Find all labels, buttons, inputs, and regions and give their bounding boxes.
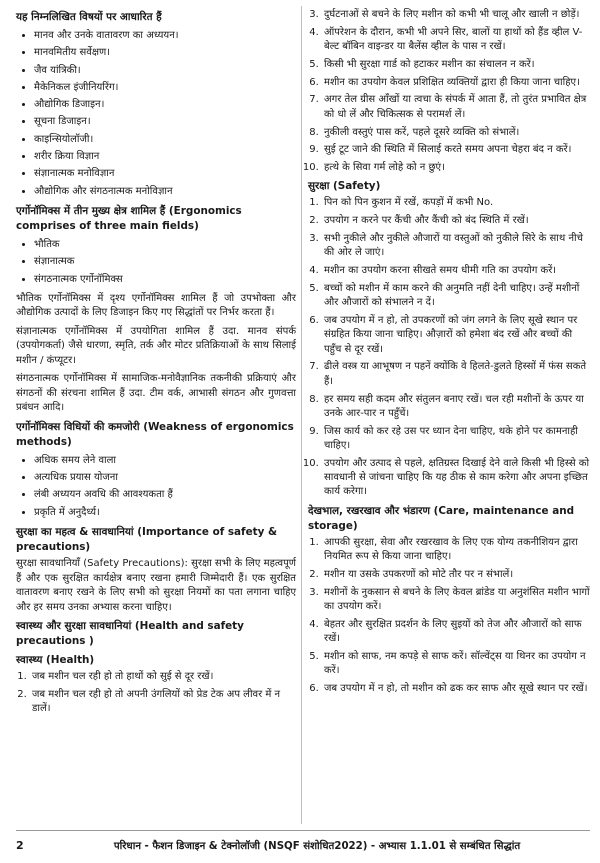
section-heading: स्वास्थ्य (Health) [16, 654, 95, 667]
list-item: • औद्योगिक डिजाइन। [34, 96, 296, 113]
list-item: 7. ढीले वस्त्र या आभूषण न पहनें क्योंकि वे हिलते-डुलते हिस्सों में फंस सकते हैं। [322, 360, 590, 389]
list-item: • संगठनात्मक एर्गोनॉमिक्स [34, 271, 296, 288]
paragraph: संज्ञानात्मक एर्गोनॉमिक्स में उपयोगिता शामिल हैं उदा. मानव संपर्क (उपयोगकर्ता) जैसे धारणा, स्मृति, तर्क और मोटर प्रतिक्रियाओं के साथ सिलाई मशीन / कंप्यूटर। [16, 325, 296, 366]
list-item: • मैकेनिकल इंजीनियरिंग। [34, 79, 296, 96]
list-item: 5. बच्चों को मशीन में काम करने की अनुमति नहीं देनी चाहिए। उन्हें मशीनों और औजारों को संभालने न दें। [322, 282, 590, 311]
list-item: 1. जब मशीन चल रही हो तो हाथों को सुई से दूर रखें। [30, 670, 296, 684]
list-item: 9. जिस कार्य को कर रहे उस पर ध्यान देना चाहिए, थके होने पर कामनाही चाहिए। [322, 425, 590, 454]
section-heading: एर्गोनॉमिक्स विधियों की कमजोरी (Weakness of ergonomics methods) [16, 420, 294, 448]
list-item: • संज्ञानात्मक मनोविज्ञान [34, 165, 296, 182]
list-item: 5. मशीन को साफ, नम कपड़े से साफ करें। सॉल्वेंट्स या थिनर का उपयोग न करें। [322, 650, 590, 679]
list-item: • अत्यधिक प्रयास योजना [34, 469, 296, 486]
list-item: 3. सभी नुकीले और नुकीले औजारों या वस्तुओं को नुकीले सिरे के साथ नीचे की ओर ले जाएं। [322, 232, 590, 261]
list-item: • प्रकृति में अनुदैर्ध्य। [34, 504, 296, 521]
section-heading: देखभाल, रखरखाव और भंडारण (Care, maintenance and storage) [308, 504, 575, 532]
bullet-list [16, 452, 296, 521]
list-item: 1. आपकी सुरक्षा, सेवा और रखरखाव के लिए एक योग्य तकनीशियन द्वारा नियमित रूप से किया जाना चाहिए। [322, 536, 590, 565]
list-item: • जैव यांत्रिकी। [34, 62, 296, 79]
numbered-list [308, 536, 590, 696]
list-item: 6. जब उपयोग में न हो, तो मशीन को ढक कर साफ और सूखे स्थान पर रखें। [322, 682, 590, 696]
list-item: 10. उपयोग और उत्पाद से पहले, क्षतिग्रस्त दिखाई देने वाले किसी भी हिस्से को सावधानी से जांचना चाहिए कि यह ठीक से काम करेगा और अपना इच्छित कार्य करेगा। [322, 457, 590, 500]
section-heading: एर्गोनॉमिक्स में तीन मुख्य क्षेत्र शामिल हैं (Ergonomics comprises of three main fields) [16, 204, 242, 232]
list-item: • संज्ञानात्मक [34, 253, 296, 270]
list-item: • मानव और उनके वातावरण का अध्ययन। [34, 27, 296, 44]
list-item: • सूचना डिजाइन। [34, 113, 296, 130]
numbered-list [16, 670, 296, 716]
numbered-list [308, 196, 590, 499]
bullet-list [16, 236, 296, 288]
paragraph: संगठनात्मक एर्गोनॉमिक्स में सामाजिक-मनोवैज्ञानिक तकनीकी प्रक्रियाएं और संगठनों की संरचना शामिल हैं उदा. टीम वर्क, आभासी संगठन और गुणवत्ता प्रबंधन आदि। [16, 373, 296, 414]
list-item: 1. पिन को पिन कुशन में रखें, कपड़ों में कभी No. [322, 196, 590, 210]
bullet-list [16, 27, 296, 200]
list-item: 6. जब उपयोग में न हो, तो उपकरणों को जंग लगने के लिए सूखे स्थान पर संग्रहित किया जाना चाहिए। औज़ारों को हमेशा बंद रखें और बच्चों की पहुँच से दूर रखें। [322, 314, 590, 357]
paragraph: भौतिक एर्गोनॉमिक्स में दृश्य एर्गोनॉमिक्स शामिल हैं जो उपभोक्ता और औद्योगिक उत्पादों के लिए डिजाइन किए गए सिद्धांतों पर निर्भर करता हैं। [16, 292, 296, 319]
list-item: 3. दुर्घटनाओं से बचने के लिए मशीन को कभी भी चालू और खाली न छोड़ें। [322, 8, 590, 22]
list-item: 4. बेहतर और सुरक्षित प्रदर्शन के लिए सुइयों को तेज और औजारों को साफ रखें। [322, 618, 590, 647]
list-item: 4. मशीन का उपयोग करना सीखते समय धीमी गति का उपयोग करें। [322, 264, 590, 278]
footer-text: परिधान - फैशन डिजाइन & टेक्नोलॉजी (NSQF संशोधित2022) - अभ्यास 1.1.01 से सम्बंधित सिद्धांत [113, 841, 521, 852]
list-item: 10. हत्थे के सिवा गर्म लोहे को न छुएं। [322, 161, 590, 175]
section-heading: सुरक्षा (Safety) [308, 180, 381, 193]
section-heading: स्वास्थ्य और सुरक्षा सावधानियां (Health and safety precautions ) [16, 620, 244, 648]
list-item: 5. किसी भी सुरक्षा गार्ड को हटाकर मशीन का संचालन न करें। [322, 58, 590, 72]
list-item: 2. मशीन या उसके उपकरणों को मोटे तौर पर न संभालें। [322, 568, 590, 582]
list-item: 8. हर समय सही कदम और संतुलन बनाए रखें। चल रही मशीनों के ऊपर या उनके आर-पार न पहुँचें। [322, 393, 590, 422]
list-item: • काइन्सियोलॉजी। [34, 131, 296, 148]
list-item: • औद्योगिक और संगठनात्मक मनोविज्ञान [34, 183, 296, 200]
section-heading: यह निम्नलिखित विषयों पर आधारित हैं [16, 11, 162, 23]
column-divider [301, 6, 302, 824]
list-item: • भौतिक [34, 236, 296, 253]
list-item: • अधिक समय लेने वाला [34, 452, 296, 469]
right-column [308, 6, 590, 700]
list-item: 4. ऑपरेशन के दौरान, कभी भी अपने सिर, बालों या हाथों को हैंड व्हील V-बेल्ट बॉबिन वाइन्डर या बैलेंस व्हील के पास न रखें। [322, 26, 590, 55]
list-item: • मानवमितीय सर्वेक्षण। [34, 44, 296, 61]
section-heading: सुरक्षा का महत्व & सावधानियां (Importance of safety & precautions) [16, 526, 278, 554]
list-item: 7. अगर तेल ग्रीस आँखों या त्वचा के संपर्क में आता हैं, तो तुरंत प्रभावित क्षेत्र को धो लें और चिकित्सक से परामर्श लें। [322, 93, 590, 122]
list-item: 3. मशीनों के नुकसान से बचने के लिए केवल ब्रांडेड या अनुशंसित मशीन भागों का उपयोग करें। [322, 586, 590, 615]
page-number: 2 [16, 838, 24, 852]
list-item: 2. जब मशीन चल रही हो तो अपनी उंगलियों को प्रेड टेक अप लीवर में न डालें। [30, 688, 296, 717]
left-column [16, 6, 296, 720]
list-item: 2. उपयोग न करने पर कैंची और कैंची को बंद स्थिति में रखें। [322, 214, 590, 228]
list-item: 9. सुई टूट जाने की स्थिति में सिलाई करते समय अपना चेहरा बंद न करें। [322, 143, 590, 157]
list-item: 8. नुकीली वस्तुएं पास करें, पहले दूसरे व्यक्ति को संभालें। [322, 126, 590, 140]
list-item: • लंबी अध्ययन अवधि की आवश्यकता हैं [34, 486, 296, 503]
list-item: 6. मशीन का उपयोग केवल प्रशिक्षित व्यक्तियों द्वारा ही किया जाना चाहिए। [322, 76, 590, 90]
page-footer [16, 830, 590, 859]
numbered-list [308, 8, 590, 175]
list-item: • शरीर क्रिया विज्ञान [34, 148, 296, 165]
paragraph: सुरक्षा सावधानियाँ (Safety Precautions): सुरक्षा सभी के लिए महत्वपूर्ण हैं और एक सुरक्षित कार्यक्षेत्र बनाए रखना हमारी जिम्मेदारी हैं। एक सुरक्षित वातावरण बनाए रखने के लिए सभी को सुरक्षा नियमों का पता लगाना चाहिए और हर समय उनका अभ्यास करना चाहिए। [16, 558, 296, 613]
